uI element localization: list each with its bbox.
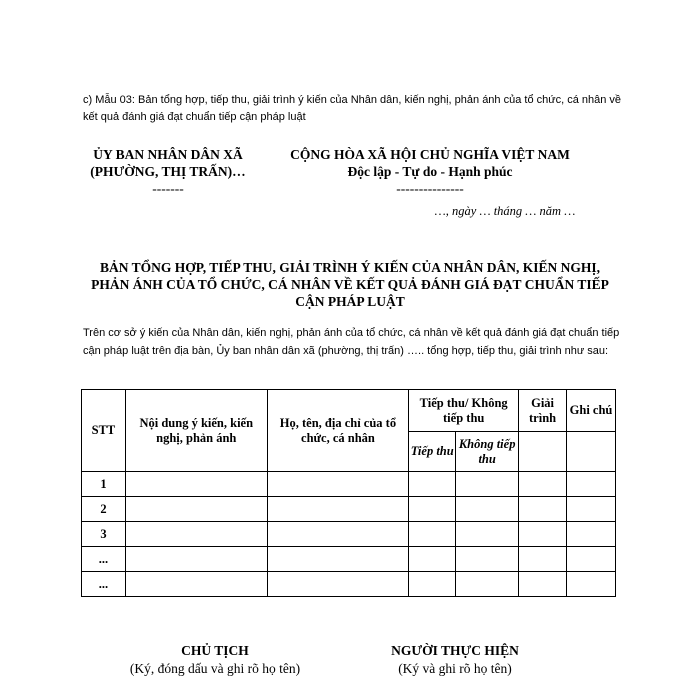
header-not-accept: Không tiếp thu — [456, 432, 519, 472]
row-number: 1 — [82, 472, 126, 497]
cell-person[interactable] — [267, 497, 409, 522]
authority-divider: ------- — [152, 181, 184, 196]
cell-content[interactable] — [125, 522, 267, 547]
row-number: 3 — [82, 522, 126, 547]
cell-accept[interactable] — [409, 497, 456, 522]
cell-explain[interactable] — [519, 497, 567, 522]
cell-note[interactable] — [567, 522, 616, 547]
cell-note[interactable] — [567, 572, 616, 597]
document-title: BẢN TỔNG HỢP, TIẾP THU, GIẢI TRÌNH Ý KIẾN CỦA NHÂN DÂN, KIẾN NGHỊ, PHẢN ÁNH CỦA TỔ CHỨC, CÁ NHÂN VỀ KẾT QUẢ ĐÁNH GIÁ ĐẠT CHUẨN TIẾP CẬN PHÁP LUẬT — [91, 260, 609, 309]
header-content: Nội dung ý kiến, kiến nghị, phản ánh — [125, 390, 267, 472]
cell-accept[interactable] — [409, 547, 456, 572]
executor-signature-block — [365, 642, 545, 678]
header-accept: Tiếp thu — [409, 432, 456, 472]
feedback-table — [81, 389, 616, 597]
national-heading-block — [270, 146, 590, 197]
cell-person[interactable] — [267, 572, 409, 597]
table-row — [82, 572, 616, 597]
chairman-title: CHỦ TỊCH — [181, 643, 249, 658]
cell-not-accept[interactable] — [456, 572, 519, 597]
header-accept-group: Tiếp thu/ Không tiếp thu — [409, 390, 519, 432]
national-divider: --------------- — [396, 181, 464, 196]
header-stt: STT — [82, 390, 126, 472]
header-explain: Giải trình — [519, 390, 567, 432]
header-note-blank — [567, 432, 616, 472]
header-note: Ghi chú — [567, 390, 616, 432]
cell-accept[interactable] — [409, 472, 456, 497]
date-line: …, ngày … tháng … năm … — [434, 204, 576, 218]
national-motto: Độc lập - Tự do - Hạnh phúc — [347, 164, 513, 179]
cell-not-accept[interactable] — [456, 497, 519, 522]
form-intro: c) Mẫu 03: Bản tổng hợp, tiếp thu, giải trình ý kiến của Nhân dân, kiến nghị, phản ánh của tổ chức, cá nhân về kết quả đánh giá đạt chuẩn tiếp cận pháp luật — [83, 94, 622, 123]
cell-accept[interactable] — [409, 572, 456, 597]
issuing-authority-block — [68, 146, 268, 197]
header-person: Họ, tên, địa chỉ của tổ chức, cá nhân — [267, 390, 409, 472]
cell-not-accept[interactable] — [456, 472, 519, 497]
row-number: ... — [82, 547, 126, 572]
row-number: ... — [82, 572, 126, 597]
body-paragraph: Trên cơ sở ý kiến của Nhân dân, kiến nghị, phản ánh của tổ chức, cá nhân về kết quả đánh giá đạt chuẩn tiếp cận pháp luật trên địa bàn, Ủy ban nhân dân xã (phường, thị trấn) ….. tổng hợp, tiếp thu, giải trình như sau: — [83, 327, 620, 357]
cell-content[interactable] — [125, 547, 267, 572]
cell-note[interactable] — [567, 472, 616, 497]
cell-explain[interactable] — [519, 572, 567, 597]
table-row — [82, 522, 616, 547]
cell-explain[interactable] — [519, 547, 567, 572]
cell-accept[interactable] — [409, 522, 456, 547]
chairman-signature-note: (Ký, đóng dấu và ghi rõ họ tên) — [129, 661, 301, 676]
cell-content[interactable] — [125, 572, 267, 597]
authority-line-2: (PHƯỜNG, THỊ TRẤN)… — [90, 164, 246, 179]
executor-signature-note: (Ký và ghi rõ họ tên) — [398, 661, 512, 676]
cell-person[interactable] — [267, 547, 409, 572]
chairman-signature-block — [120, 642, 310, 678]
cell-note[interactable] — [567, 497, 616, 522]
executor-title: NGƯỜI THỰC HIỆN — [391, 643, 519, 658]
cell-content[interactable] — [125, 497, 267, 522]
cell-person[interactable] — [267, 472, 409, 497]
table-row — [82, 472, 616, 497]
cell-person[interactable] — [267, 522, 409, 547]
cell-note[interactable] — [567, 547, 616, 572]
cell-not-accept[interactable] — [456, 522, 519, 547]
cell-explain[interactable] — [519, 522, 567, 547]
table-row — [82, 497, 616, 522]
cell-content[interactable] — [125, 472, 267, 497]
cell-explain[interactable] — [519, 472, 567, 497]
header-explain-blank — [519, 432, 567, 472]
national-title: CỘNG HÒA XÃ HỘI CHỦ NGHĨA VIỆT NAM — [290, 147, 570, 162]
table-row — [82, 547, 616, 572]
cell-not-accept[interactable] — [456, 547, 519, 572]
row-number: 2 — [82, 497, 126, 522]
authority-line-1: ỦY BAN NHÂN DÂN XÃ — [93, 147, 243, 162]
